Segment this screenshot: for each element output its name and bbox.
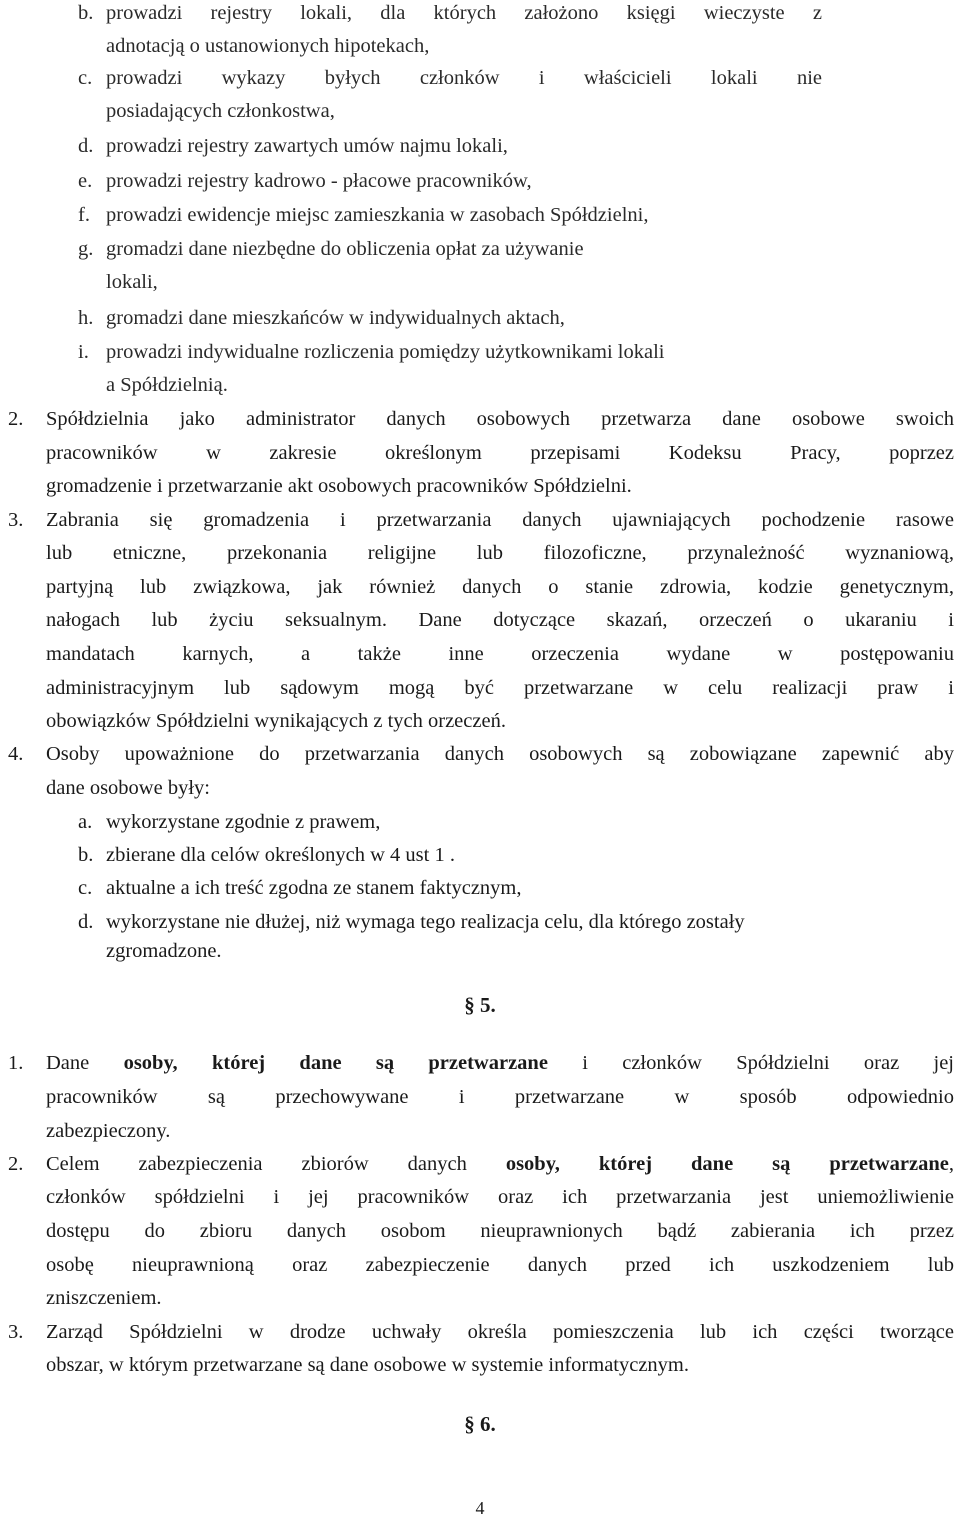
paragraph-number: 2. (8, 1153, 24, 1175)
paragraph-line: dostępu do zbioru danych osobom nieuprawnionych bądź zabierania ich przez (46, 1220, 954, 1242)
paragraph-line: obszar, w którym przetwarzane są dane osobowe w systemie informatycznym. (46, 1354, 690, 1376)
text-run: i członków Spółdzielni oraz jej (547, 1052, 954, 1074)
list-marker: d. (78, 911, 94, 933)
text-run: , (948, 1153, 954, 1175)
bold-text-run: osoby, której dane są przetwarzane (505, 1153, 949, 1175)
paragraph-line: lub etniczne, przekonania religijne lub filozoficzne, przynależność wyznaniową, (46, 542, 954, 564)
list-item-line: prowadzi rejestry kadrowo - płacowe pracowników, (106, 170, 532, 192)
list-item-line: aktualne a ich treść zgodna ze stanem faktycznym, (106, 877, 522, 899)
list-marker: i. (78, 341, 89, 363)
paragraph-line (46, 1051, 954, 1075)
list-item-line: wykorzystane nie dłużej, niż wymaga tego realizacja celu, dla którego zostały (106, 911, 745, 933)
paragraph-line: Zarząd Spółdzielni w drodze uchwały określa pomieszczenia lub ich części tworzące (46, 1321, 954, 1343)
paragraph-line: partyjną lub związkowa, jak również danych o stanie zdrowia, kodzie genetycznym, (46, 576, 954, 598)
list-marker: e. (78, 170, 93, 192)
bold-text-run: osoby, której dane są przetwarzane (123, 1052, 548, 1074)
list-item-line: wykorzystane zgodnie z prawem, (106, 811, 381, 833)
paragraph-line: administracyjnym lub sądowym mogą być przetwarzane w celu realizacji praw i (46, 677, 954, 699)
paragraph-line (46, 1152, 954, 1176)
list-item-line: prowadzi ewidencje miejsc zamieszkania w zasobach Spółdzielni, (106, 204, 649, 226)
paragraph-number: 3. (8, 1321, 24, 1343)
paragraph-line: pracowników w zakresie określonym przepisami Kodeksu Pracy, poprzez (46, 442, 954, 464)
section-heading-5: § 5. (464, 993, 496, 1017)
list-marker: a. (78, 811, 93, 833)
list-marker: c. (78, 67, 93, 89)
list-item-line: prowadzi wykazy byłych członków i właścicieli lokali nie (106, 67, 822, 89)
list-item-line: gromadzi dane mieszkańców w indywidualnych aktach, (106, 307, 565, 329)
paragraph-line: mandatach karnych, a także inne orzeczenia wydane w postępowaniu (46, 643, 954, 665)
list-item-line: prowadzi indywidualne rozliczenia pomiędzy użytkownikami lokali (106, 341, 665, 363)
paragraph-line: dane osobowe były: (46, 777, 210, 799)
paragraph-line: pracowników są przechowywane i przetwarzane w sposób odpowiednio (46, 1086, 954, 1108)
paragraph-number: 2. (8, 408, 24, 430)
list-marker: b. (78, 844, 94, 866)
paragraph-line: Osoby upoważnione do przetwarzania danych osobowych są zobowiązane zapewnić aby (46, 743, 954, 765)
paragraph-line: Spółdzielnia jako administrator danych osobowych przetwarza dane osobowe swoich (46, 408, 954, 430)
paragraph-line: zniszczeniem. (46, 1287, 162, 1309)
list-item-line: zgromadzone. (106, 940, 222, 962)
paragraph-line: nałogach lub życiu seksualnym. Dane dotyczące skazań, orzeczeń o ukaraniu i (46, 609, 954, 631)
list-item-line: a Spółdzielnią. (106, 374, 228, 396)
paragraph-line: obowiązków Spółdzielni wynikających z tych orzeczeń. (46, 710, 506, 732)
list-item-line: gromadzi dane niezbędne do obliczenia opłat za używanie (106, 238, 584, 260)
section-heading-6: § 6. (464, 1412, 496, 1436)
paragraph-line: członków spółdzielni i jej pracowników oraz ich przetwarzania jest uniemożliwienie (46, 1186, 954, 1208)
paragraph-line: gromadzenie i przetwarzanie akt osobowych pracowników Spółdzielni. (46, 475, 632, 497)
list-marker: b. (78, 2, 94, 24)
list-marker: g. (78, 238, 94, 260)
paragraph-line: Zabrania się gromadzenia i przetwarzania danych ujawniających pochodzenie rasowe (46, 509, 954, 531)
list-marker: f. (78, 204, 90, 226)
paragraph-number: 3. (8, 509, 24, 531)
paragraph-line: osobę nieuprawnioną oraz zabezpieczenie danych przed ich uszkodzeniem lub (46, 1254, 954, 1276)
list-item-line: zbierane dla celów określonych w 4 ust 1 . (106, 844, 455, 866)
list-marker: h. (78, 307, 94, 329)
list-item-line: posiadających członkostwa, (106, 100, 335, 122)
text-run: Dane (46, 1052, 124, 1074)
page-number: 4 (475, 1498, 485, 1518)
paragraph-number: 4. (8, 743, 24, 765)
list-item-line: prowadzi rejestry zawartych umów najmu lokali, (106, 135, 508, 157)
list-item-line: adnotacją o ustanowionych hipotekach, (106, 35, 430, 57)
list-item-line: prowadzi rejestry lokali, dla których założono księgi wieczyste z (106, 2, 822, 24)
paragraph-line: zabezpieczony. (46, 1120, 171, 1142)
list-item-line: lokali, (106, 271, 158, 293)
list-marker: c. (78, 877, 93, 899)
text-run: Celem zabezpieczenia zbiorów danych (46, 1153, 506, 1175)
list-marker: d. (78, 135, 94, 157)
paragraph-number: 1. (8, 1052, 24, 1074)
